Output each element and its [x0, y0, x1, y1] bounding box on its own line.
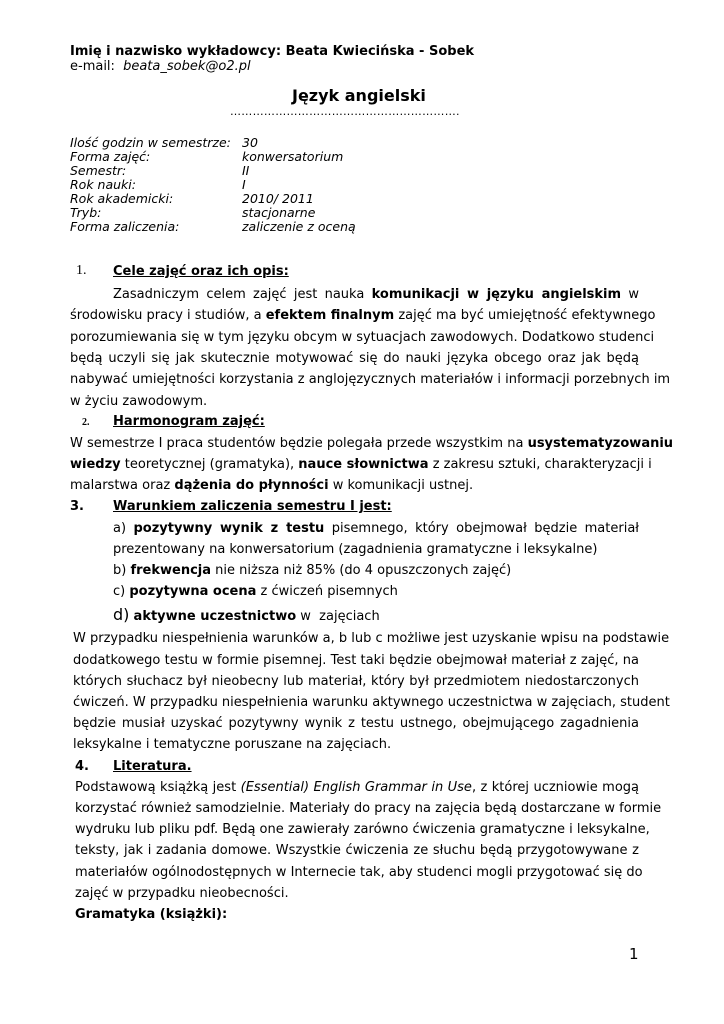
paragraph-line: korzystać również samodzielnie. Materiały do pracy na zajęcia będą dostarczane w formie	[75, 801, 662, 816]
paragraph-line: ćwiczeń. W przypadku niespełnienia warunku aktywnego uczestnictwa w zajęciach, student	[73, 695, 670, 710]
condition-a: a) pozytywny wynik z testu pisemnego, który obejmował będzie materiał	[113, 521, 639, 536]
paragraph-line: malarstwa oraz dążenia do płynności w komunikacji ustnej.	[70, 478, 474, 493]
section-heading: Cele zajęć oraz ich opis:	[113, 264, 289, 279]
grammar-books-heading: Gramatyka (książki):	[75, 907, 228, 922]
section-number: 2.	[82, 417, 90, 428]
info-label: Forma zajęć:	[70, 149, 151, 164]
section-heading: Literatura.	[113, 759, 192, 774]
paragraph-line: Podstawową książką jest (Essential) English Grammar in Use, z której uczniowie mogą	[75, 780, 640, 795]
info-value: 30	[242, 135, 258, 150]
info-value: stacjonarne	[242, 205, 316, 220]
lecturer-name: Imię i nazwisko wykładowcy: Beata Kwiecińska - Sobek	[70, 44, 475, 59]
info-label: Tryb:	[70, 205, 102, 220]
email-value: beata_sobek@o2.pl	[123, 59, 251, 74]
info-label: Forma zaliczenia:	[70, 219, 180, 234]
title-dots: …………………………………………………….	[230, 105, 460, 118]
paragraph-line: w życiu zawodowym.	[70, 394, 208, 409]
condition-a-cont: prezentowany na konwersatorium (zagadnienia gramatyczne i leksykalne)	[113, 542, 598, 557]
section-heading: Warunkiem zaliczenia semestru I jest:	[113, 499, 392, 514]
email-line	[70, 59, 251, 74]
info-value: II	[242, 163, 250, 178]
info-label: Ilość godzin w semestrze:	[70, 135, 231, 150]
info-label: Rok nauki:	[70, 177, 136, 192]
section-number: 1.	[76, 263, 87, 278]
info-value: 2010/ 2011	[242, 191, 314, 206]
paragraph-line: porozumiewania się w tym języku obcym w sytuacjach zawodowych. Dodatkowo studenci	[70, 330, 655, 345]
condition-c: c) pozytywna ocena z ćwiczeń pisemnych	[113, 584, 398, 599]
info-value: zaliczenie z oceną	[242, 219, 356, 234]
condition-b: b) frekwencja nie niższa niż 85% (do 4 opuszczonych zajęć)	[113, 563, 512, 578]
section-heading: Harmonogram zajęć:	[113, 414, 265, 429]
email-label: e-mail:	[70, 59, 115, 74]
paragraph-line: dodatkowego testu w formie pisemnej. Test taki będzie obejmował materiał z zajęć, na	[73, 653, 639, 668]
page-title: Język angielski	[292, 86, 426, 105]
paragraph-line: nabywać umiejętności korzystania z anglojęzycznych materiałów i informacji porzebnych im	[70, 372, 671, 387]
paragraph-line: materiałów ogólnodostępnych w Internecie tak, aby studenci mogli przygotować się do	[75, 865, 643, 880]
paragraph-line: zajęć w przypadku nieobecności.	[75, 886, 289, 901]
page-number: 1	[629, 945, 639, 963]
paragraph-line: wiedzy teoretycznej (gramatyka), nauce słownictwa z zakresu sztuki, charakteryzacji i	[70, 457, 652, 472]
paragraph-line: będą uczyli się jak skutecznie motywować się do nauki języka obcego oraz jak będą	[70, 351, 639, 366]
paragraph-line: W semestrze I praca studentów będzie polegała przede wszystkim na usystematyzowaniu	[70, 436, 674, 451]
section-number: 3.	[70, 499, 84, 514]
paragraph-line: Zasadniczym celem zajęć jest nauka komunikacji w języku angielskim w	[113, 287, 639, 302]
condition-d: d) aktywne uczestnictwo w zajęciach	[113, 605, 380, 624]
paragraph-line: środowisku pracy i studiów, a efektem finalnym zajęć ma być umiejętność efektywnego	[70, 308, 656, 323]
info-label: Semestr:	[70, 163, 127, 178]
paragraph-line: wydruku lub pliku pdf. Będą one zawierały zarówno ćwiczenia gramatyczne i leksykalne,	[75, 822, 650, 837]
paragraph-line: teksty, jak i zadania domowe. Wszystkie ćwiczenia ze słuchu będą przygotowywane z	[75, 843, 639, 858]
paragraph-line: leksykalne i tematyczne poruszane na zajęciach.	[73, 737, 392, 752]
info-value: konwersatorium	[242, 149, 344, 164]
section-number: 4.	[75, 759, 89, 774]
info-label: Rok akademicki:	[70, 191, 174, 206]
paragraph-line: W przypadku niespełnienia warunków a, b lub c możliwe jest uzyskanie wpisu na podstawie	[73, 631, 670, 646]
paragraph-line: których słuchacz był nieobecny lub materiał, który był przedmiotem niedostarczonych	[73, 674, 639, 689]
info-value: I	[242, 177, 246, 192]
paragraph-line: będzie musiał uzyskać pozytywny wynik z testu ustnego, obejmującego zagadnienia	[73, 716, 639, 731]
